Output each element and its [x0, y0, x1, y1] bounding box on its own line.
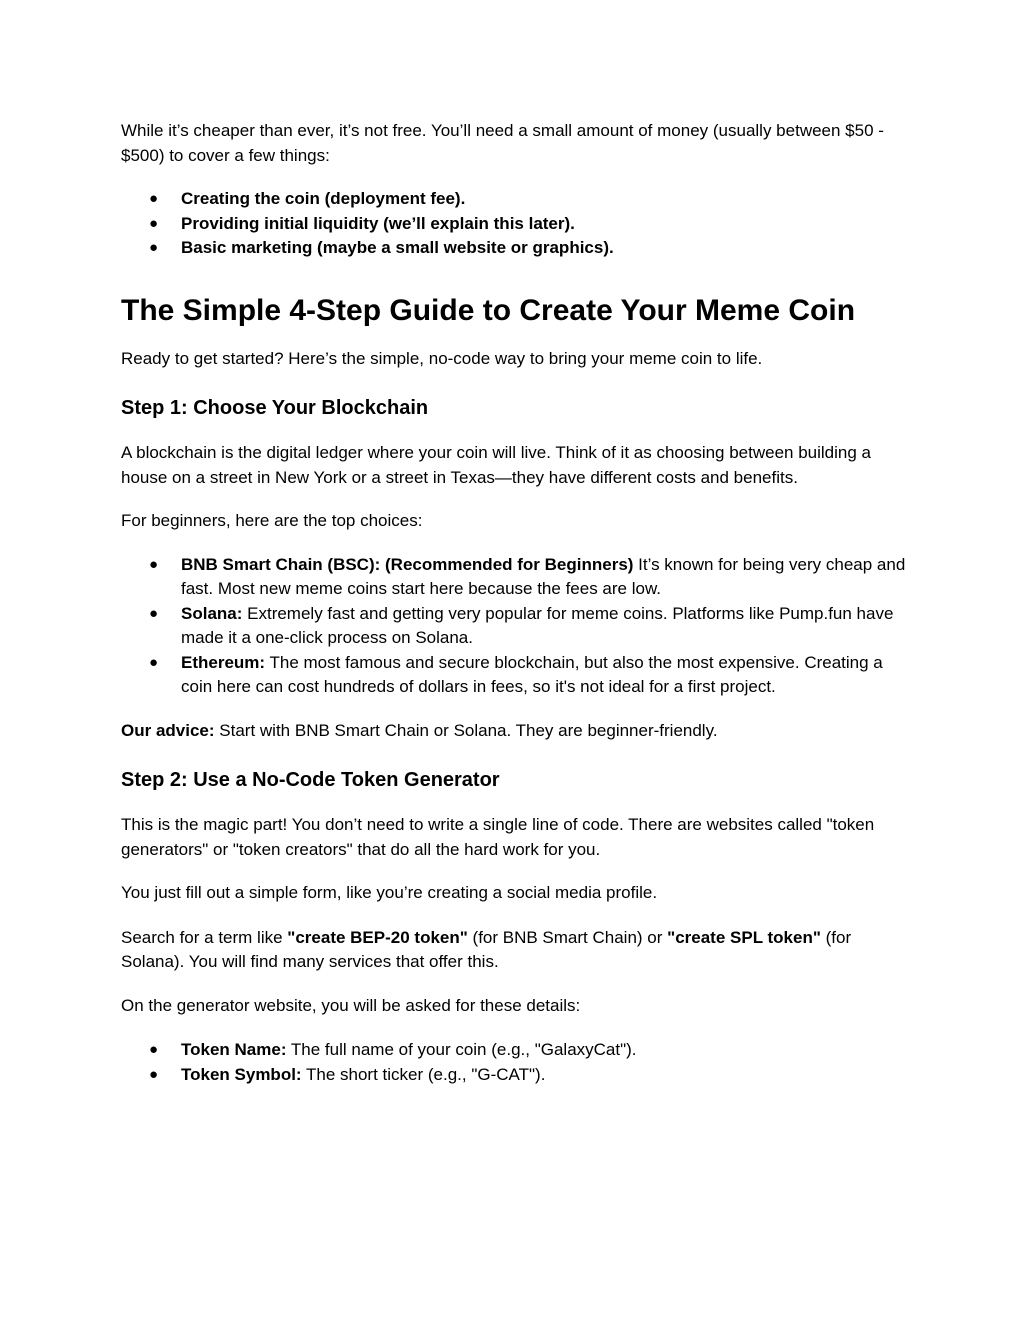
guide-heading: The Simple 4-Step Guide to Create Your Meme Coin — [121, 293, 856, 327]
search-term-spl: "create SPL token" — [667, 927, 821, 947]
list-item-text: Providing initial liquidity (we’ll explain this later). — [181, 213, 575, 233]
chain-desc: It’s known for being very cheap and fast. Most new meme coins start here because the fees are low. — [181, 554, 906, 598]
detail-label: Token Name: — [181, 1040, 287, 1059]
costs-list — [121, 187, 911, 261]
bullet-icon: ● — [149, 653, 159, 671]
intro-paragraph: While it’s cheaper than ever, it’s not free. You’ll need a small amount of money (usually between $50 - $500) to cover a few things: — [121, 121, 884, 165]
document-page — [121, 119, 911, 1087]
step2-heading: Step 2: Use a No-Code Token Generator — [121, 769, 500, 791]
search-paragraph — [121, 926, 911, 975]
chain-name: Ethereum: — [181, 652, 266, 672]
bullet-icon: ● — [149, 190, 159, 207]
search-pre: Search for a term like — [121, 927, 288, 947]
chain-desc: The most famous and secure blockchain, but also the most expensive. Creating a coin here can cost hundreds of dollars in fees, so it's not ideal for a first project. — [181, 652, 883, 696]
chain-name: Solana: — [181, 603, 243, 623]
list-item-text: Basic marketing (maybe a small website or graphics). — [181, 238, 614, 257]
advice-paragraph — [121, 719, 911, 744]
form-paragraph: You just fill out a simple form, like you’re creating a social media profile. — [121, 883, 658, 902]
chains-list — [121, 553, 911, 700]
list-item — [121, 187, 911, 212]
detail-text: The full name of your coin (e.g., "GalaxyCat"). — [286, 1040, 637, 1059]
bullet-icon: ● — [149, 555, 159, 573]
details-list — [121, 1038, 911, 1087]
bullet-icon: ● — [149, 1065, 159, 1083]
list-item — [121, 651, 911, 700]
list-item — [121, 1063, 911, 1088]
chain-desc: Extremely fast and getting very popular for meme coins. Platforms like Pump.fun have made it a one-click process on Solana. — [181, 603, 894, 647]
detail-label: Token Symbol: — [181, 1064, 302, 1084]
search-term-bep20: "create BEP-20 token" — [287, 927, 468, 947]
bullet-icon: ● — [149, 604, 159, 622]
blockchain-paragraph: A blockchain is the digital ledger where your coin will live. Think of it as choosing between building a house on a street in New York or a street in Texas—they have different costs and benefits. — [121, 443, 872, 487]
list-item — [121, 212, 911, 237]
step1-heading: Step 1: Choose Your Blockchain — [121, 397, 429, 419]
list-item — [121, 602, 911, 651]
search-mid: (for BNB Smart Chain) or — [467, 927, 668, 947]
bullet-icon: ● — [149, 1041, 159, 1058]
advice-text: Start with BNB Smart Chain or Solana. They are beginner-friendly. — [214, 720, 718, 740]
list-item — [121, 553, 911, 602]
search-post: (for Solana). You will find many services that offer this. — [121, 927, 852, 971]
list-item — [121, 1038, 911, 1063]
detail-text: The short ticker (e.g., "G-CAT"). — [301, 1064, 546, 1084]
ready-paragraph: Ready to get started? Here’s the simple, no-code way to bring your meme coin to life. — [121, 348, 763, 368]
list-item — [121, 236, 911, 261]
beginners-paragraph: For beginners, here are the top choices: — [121, 511, 423, 530]
bullet-icon: ● — [149, 239, 159, 256]
chain-name: BNB Smart Chain (BSC): (Recommended for Beginners) — [181, 554, 634, 574]
list-item-text: Creating the coin (deployment fee). — [181, 189, 466, 208]
magic-paragraph: This is the magic part! You don’t need to write a single line of code. There are websites called "token generators" or "token creators" that do all the hard work for you. — [121, 815, 875, 859]
generator-paragraph: On the generator website, you will be asked for these details: — [121, 995, 581, 1015]
advice-label: Our advice: — [121, 720, 215, 740]
bullet-icon: ● — [149, 214, 159, 232]
